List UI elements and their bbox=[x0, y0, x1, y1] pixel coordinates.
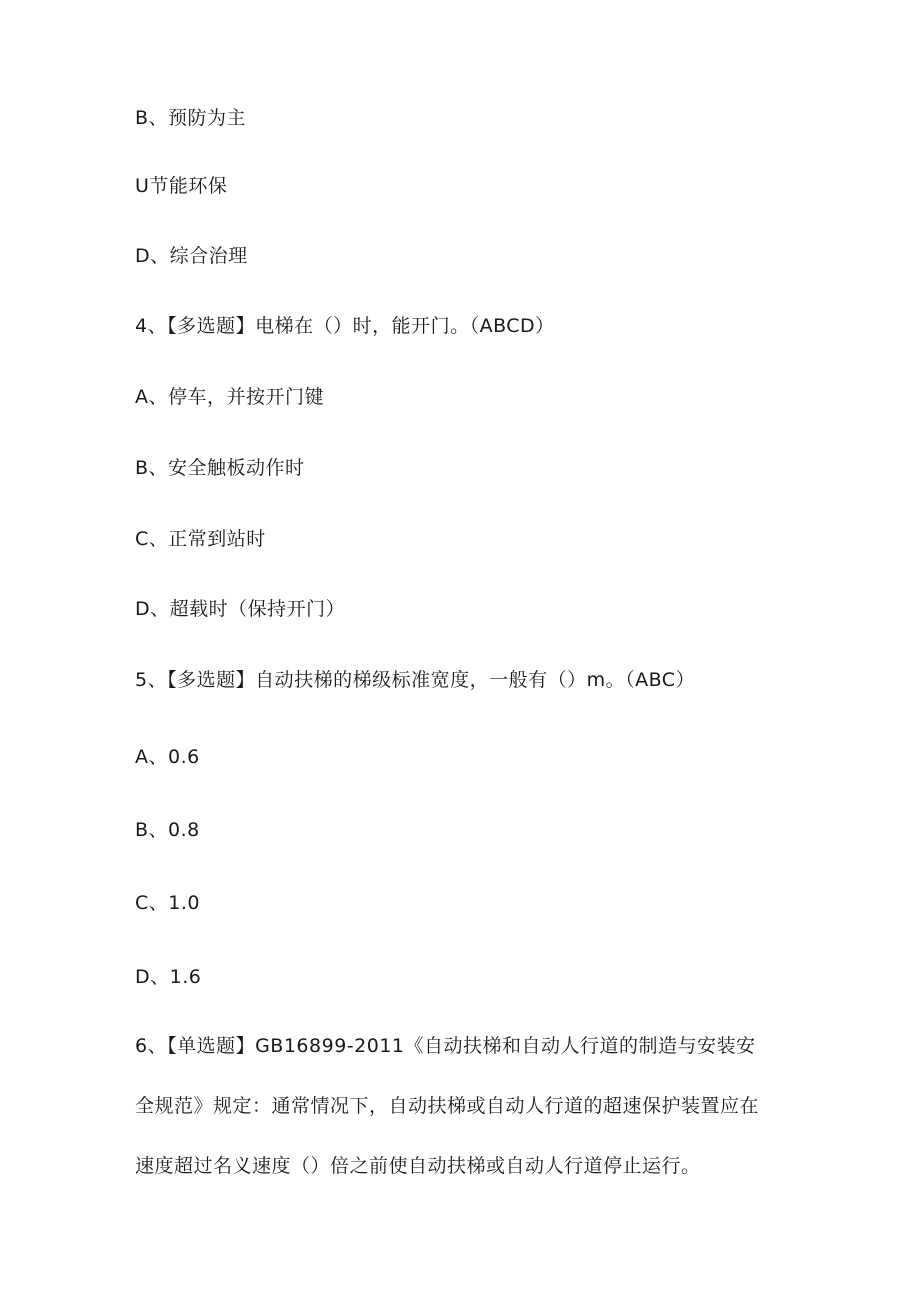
q5-option-d: D、1.6 bbox=[135, 966, 202, 988]
q4-option-c: C、正常到站时 bbox=[135, 528, 266, 550]
question-6 bbox=[135, 1034, 785, 1214]
option-d-comprehensive: D、综合治理 bbox=[135, 245, 248, 267]
q4-option-b: B、安全触板动作时 bbox=[135, 457, 305, 479]
option-b-prevention: B、预防为主 bbox=[135, 107, 247, 129]
q5-option-a: A、0.6 bbox=[135, 746, 200, 768]
question-4: 4、【多选题】电梯在（）时，能开门。（ABCD） bbox=[135, 315, 555, 337]
q4-option-d: D、超载时（保持开门） bbox=[135, 598, 346, 620]
q5-option-b: B、0.8 bbox=[135, 819, 200, 841]
q4-option-a: A、停车，并按开门键 bbox=[135, 386, 324, 408]
q5-option-c: C、1.0 bbox=[135, 892, 200, 914]
question-6-line-3: 速度超过名义速度（）倍之前使自动扶梯或自动人行道停止运行。 bbox=[135, 1155, 701, 1177]
question-6-line-2: 全规范》规定：通常情况下，自动扶梯或自动人行道的超速保护装置应在 bbox=[135, 1095, 760, 1117]
question-6-line-1: 6、【单选题】GB16899-2011《自动扶梯和自动人行道的制造与安装安 bbox=[135, 1035, 756, 1057]
question-5: 5、【多选题】自动扶梯的梯级标准宽度，一般有（）m。（ABC） bbox=[135, 669, 696, 691]
option-c-energy-saving: U节能环保 bbox=[135, 175, 228, 197]
